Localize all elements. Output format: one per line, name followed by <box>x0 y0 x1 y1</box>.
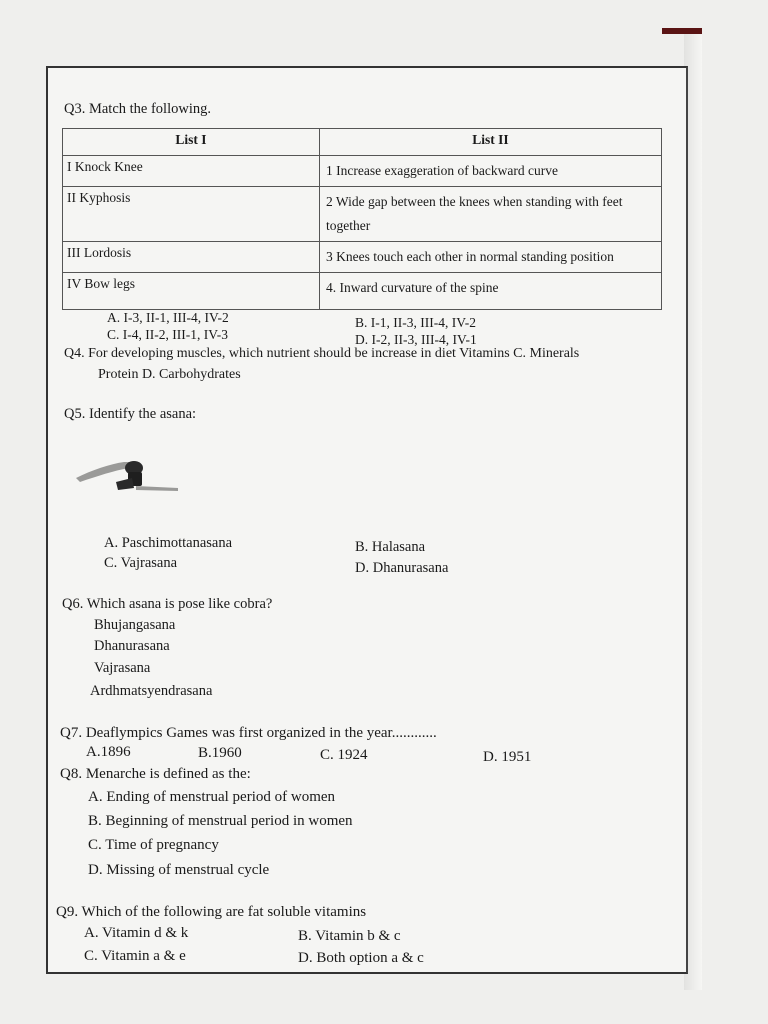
q7-option-b: B.1960 <box>198 745 242 761</box>
q5-option-a: A. Paschimottanasana <box>104 535 233 551</box>
q6-question: Q6. Which asana is pose like cobra? <box>62 596 273 612</box>
corner-mark <box>662 28 702 34</box>
table-row <box>63 187 662 242</box>
q9-option-b: B. Vitamin b & c <box>298 928 401 944</box>
table-row <box>63 242 662 273</box>
table-cell: 3 Knees touch each other in normal standing position <box>320 242 662 273</box>
q9-option-a: A. Vitamin d & k <box>84 925 189 941</box>
table-row <box>63 273 662 310</box>
q5-option-d: D. Dhanurasana <box>355 560 449 576</box>
q9-option-d: D. Both option a & c <box>298 950 424 966</box>
q7-option-d: D. 1951 <box>483 749 532 765</box>
q6-option: Vajrasana <box>94 660 151 676</box>
table-header-list1: List I <box>63 129 320 156</box>
q7-option-c: C. 1924 <box>320 747 368 763</box>
q4-question-line2: Protein D. Carbohydrates <box>98 367 241 382</box>
table-cell: 2 Wide gap between the knees when standing with feet together <box>320 187 662 242</box>
table-header-row <box>63 129 662 156</box>
q3-option-a: A. I-3, II-1, III-4, IV-2 <box>107 310 229 325</box>
q6-option: Dhanurasana <box>94 638 170 654</box>
q8-option-b: B. Beginning of menstrual period in women <box>88 813 353 829</box>
table-row <box>63 156 662 187</box>
q5-question: Q5. Identify the asana: <box>64 406 197 422</box>
q8-option-d: D. Missing of menstrual cycle <box>88 862 270 878</box>
q8-option-c: C. Time of pregnancy <box>88 837 219 853</box>
table-cell: III Lordosis <box>63 242 320 273</box>
q4-question-line1: Q4. For developing muscles, which nutrient should be increase in diet Vitamins C. Minerals <box>64 346 580 361</box>
q3-option-d: D. I-2, II-3, III-4, IV-1 <box>355 332 477 347</box>
table-cell: 4. Inward curvature of the spine <box>320 273 662 310</box>
asana-pose-image <box>72 452 182 500</box>
q7-option-a: A.1896 <box>86 744 131 760</box>
table-cell: I Knock Knee <box>63 156 320 187</box>
q5-option-c: C. Vajrasana <box>104 555 178 571</box>
table-header-list2: List II <box>320 129 662 156</box>
q3-option-b: B. I-1, II-3, III-4, IV-2 <box>355 315 476 330</box>
q6-option: Bhujangasana <box>94 617 176 633</box>
match-table <box>62 128 662 310</box>
q8-question: Q8. Menarche is defined as the: <box>60 766 251 782</box>
q9-option-c: C. Vitamin a & e <box>84 948 186 964</box>
table-cell: IV Bow legs <box>63 273 320 310</box>
q3-question: Q3. Match the following. <box>64 101 211 117</box>
q5-option-b: B. Halasana <box>355 539 426 555</box>
table-cell: II Kyphosis <box>63 187 320 242</box>
q7-question: Q7. Deaflympics Games was first organized in the year............ <box>60 725 437 741</box>
q8-option-a: A. Ending of menstrual period of women <box>88 789 336 805</box>
table-cell: 1 Increase exaggeration of backward curve <box>320 156 662 187</box>
q3-option-c: C. I-4, II-2, III-1, IV-3 <box>107 327 228 342</box>
q9-question: Q9. Which of the following are fat soluble vitamins <box>56 904 367 920</box>
q6-option: Ardhmatsyendrasana <box>90 683 213 699</box>
